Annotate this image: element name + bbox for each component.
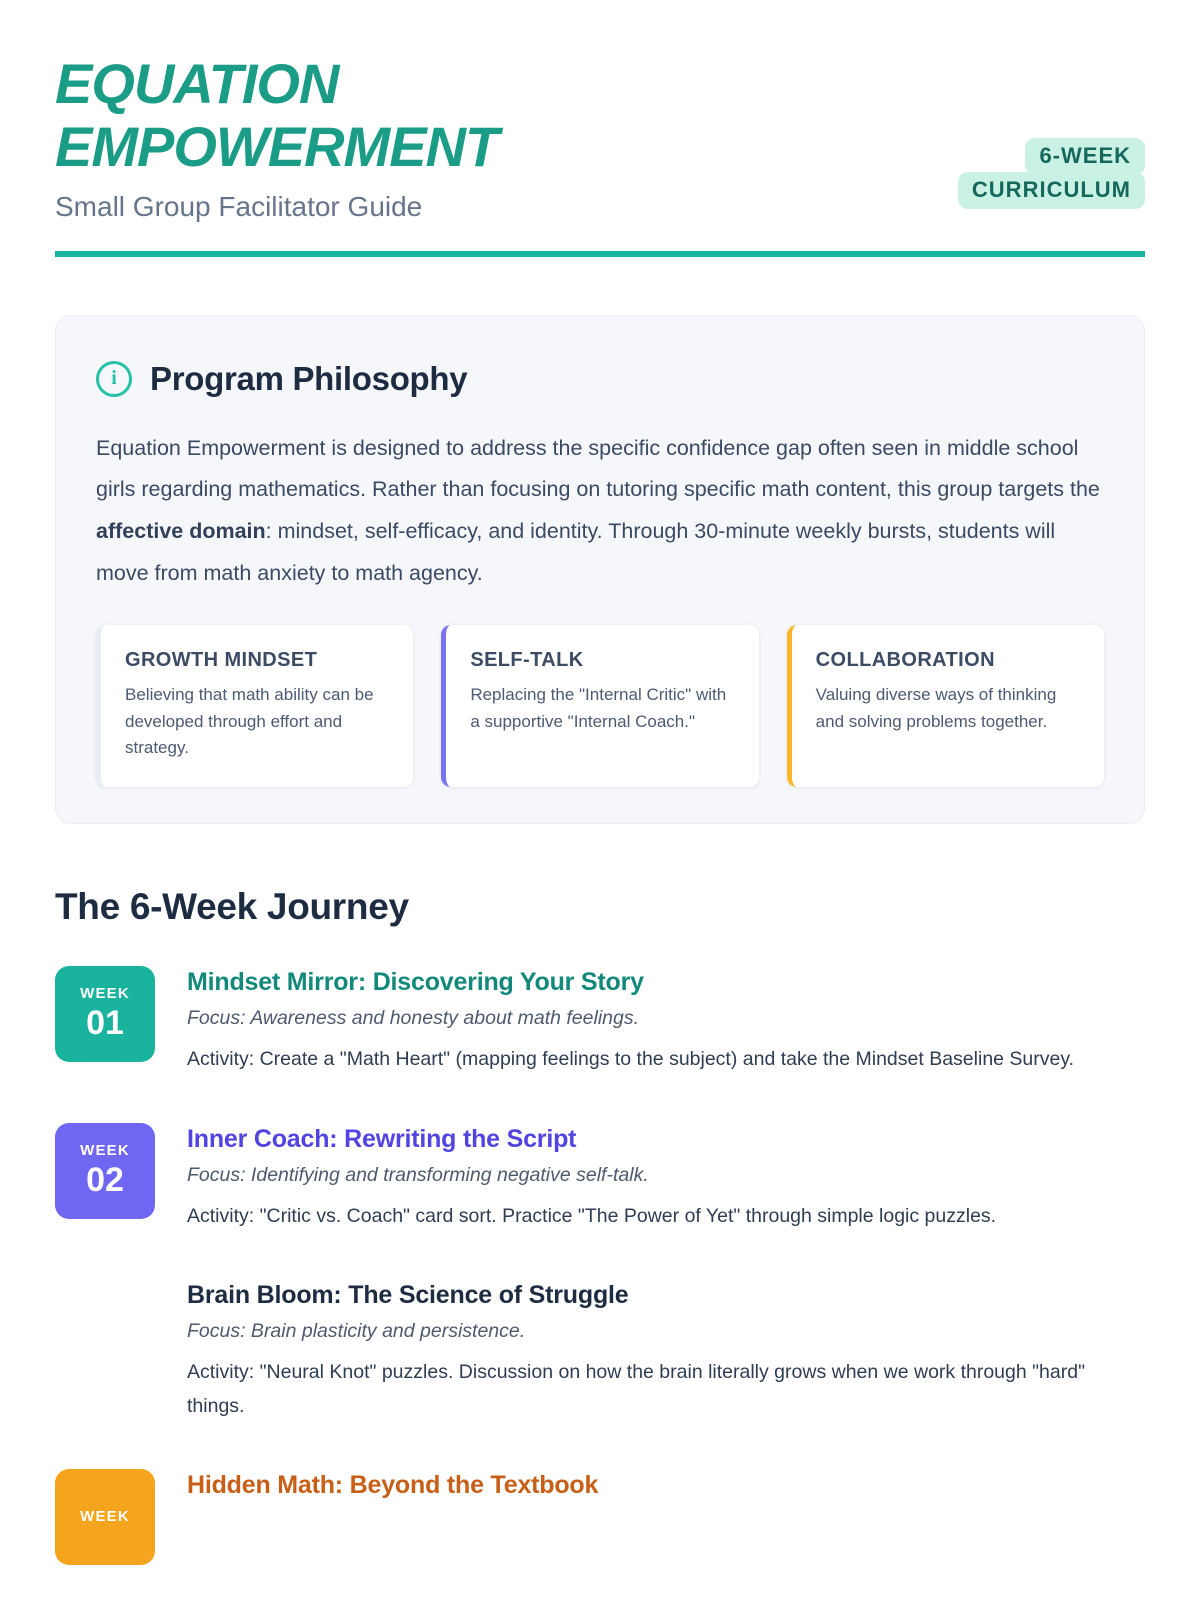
week-title: Hidden Math: Beyond the Textbook (187, 1471, 599, 1500)
pillar-title: SELF-TALK (470, 649, 584, 672)
pillar-cards (96, 625, 1104, 787)
pillar-card-self-talk (441, 625, 758, 787)
week-list (55, 966, 1145, 1565)
week-badge-label: WEEK (80, 1141, 130, 1159)
week-focus: Focus: Brain plasticity and persistence. (187, 1320, 526, 1343)
week-item-4 (55, 1469, 1145, 1565)
philosophy-paragraph-after: : mindset, self-efficacy, and identity. Through 30-minute weekly bursts, students will move from math anxiety to math agency. (96, 519, 1056, 586)
week-badge-number: 01 (86, 1004, 124, 1043)
philosophy-paragraph-bold: affective domain (96, 519, 266, 544)
pillar-card-growth-mindset (96, 625, 413, 787)
pillar-text: Replacing the "Internal Critic" with a supportive "Internal Coach." (470, 685, 727, 731)
week-content (187, 1123, 1145, 1234)
doc-subtitle: Small Group Facilitator Guide (55, 190, 423, 222)
curriculum-badge-line2: CURRICULUM (958, 172, 1145, 209)
philosophy-paragraph (96, 428, 1104, 596)
week-title: Mindset Mirror: Discovering Your Story (187, 968, 644, 997)
curriculum-badge-line1: 6-WEEK (1025, 138, 1145, 175)
journey-title: The 6-Week Journey (55, 886, 409, 928)
week-badge-number: 02 (86, 1160, 124, 1199)
philosophy-header (96, 360, 1104, 398)
week-title: Brain Bloom: The Science of Struggle (187, 1281, 629, 1310)
week-title: Inner Coach: Rewriting the Script (187, 1124, 577, 1153)
week-content (187, 966, 1145, 1077)
pillar-title: GROWTH MINDSET (125, 649, 318, 672)
week-badge (55, 1469, 155, 1565)
week-activity: Activity: Create a "Math Heart" (mapping feelings to the subject) and take the Mindset Baseline Survey. (187, 1048, 1075, 1071)
header-titles (55, 52, 498, 223)
week-badge-label: WEEK (80, 1507, 130, 1525)
week-badge (55, 1123, 155, 1219)
divider-rule (55, 251, 1145, 257)
week-content (187, 1469, 1145, 1565)
philosophy-paragraph-before: Equation Empowerment is designed to address the specific confidence gap often seen in middle school girls regarding mathematics. Rather than focusing on tutoring specific math content, this group targets the (96, 435, 1100, 502)
week-activity: Activity: "Critic vs. Coach" card sort. Practice "The Power of Yet" through simple logic puzzles. (187, 1204, 997, 1227)
philosophy-title: Program Philosophy (150, 359, 468, 397)
week-item-2 (55, 1123, 1145, 1234)
pillar-text: Valuing diverse ways of thinking and solving problems together. (815, 685, 1057, 731)
week-focus: Focus: Identifying and transforming negative self-talk. (187, 1163, 649, 1186)
doc-title-line2: EMPOWERMENT (55, 115, 499, 179)
pillar-text: Believing that math ability can be developed through effort and strategy. (125, 685, 374, 757)
pillar-title: COLLABORATION (815, 649, 995, 672)
week-item-1 (55, 966, 1145, 1077)
week-content (187, 1279, 1145, 1423)
info-icon: i (96, 361, 132, 397)
week-focus: Focus: Awareness and honesty about math feelings. (187, 1007, 640, 1030)
curriculum-badge (958, 141, 1145, 209)
header (55, 0, 1145, 223)
week-item-3 (55, 1279, 1145, 1423)
week-badge (55, 966, 155, 1062)
week-badge-label: WEEK (80, 985, 130, 1003)
philosophy-card (55, 315, 1145, 825)
week-activity: Activity: "Neural Knot" puzzles. Discussion on how the brain literally grows when we work through "hard" things. (187, 1361, 1086, 1417)
doc-title (55, 52, 498, 179)
pillar-card-collaboration (787, 625, 1104, 787)
doc-title-line1: EQUATION (55, 52, 339, 115)
